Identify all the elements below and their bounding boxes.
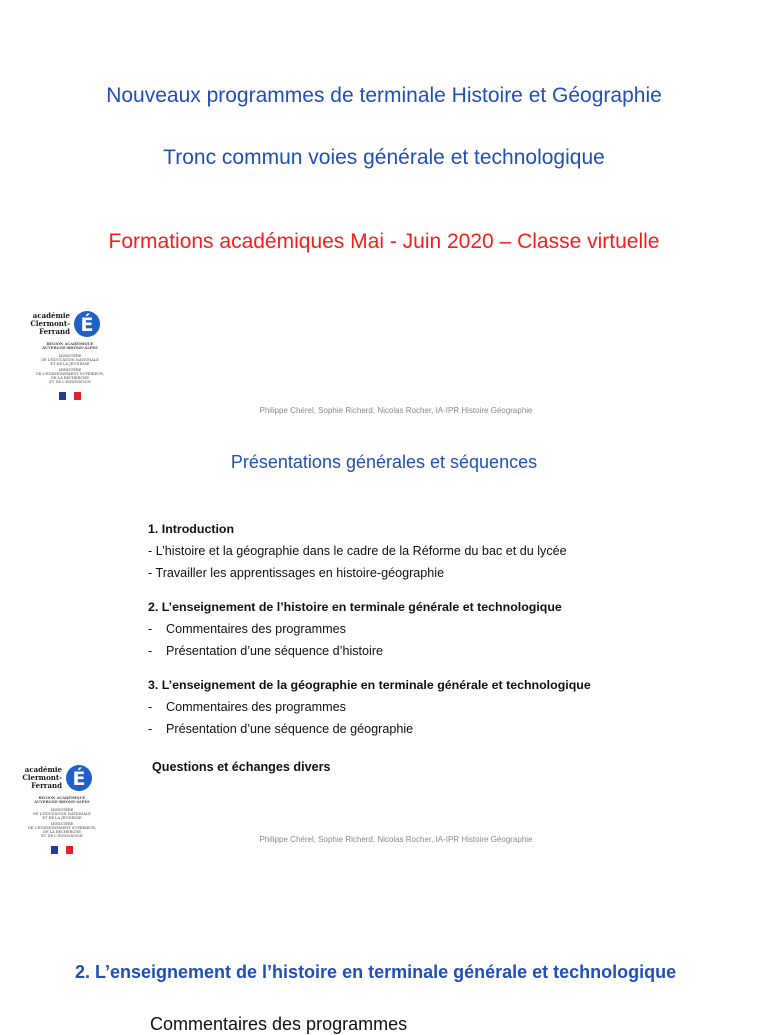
questions-label: Questions et échanges divers bbox=[152, 760, 331, 774]
academy-brand: académie Clermont-Ferrand bbox=[22, 765, 62, 790]
section-title: 2. L’enseignement de l’histoire en terminale générale et technologique bbox=[75, 962, 677, 982]
list-item: - Commentaires des programmes bbox=[148, 700, 346, 714]
outline-list bbox=[148, 518, 748, 778]
title-line-3: Formations académiques Mai - Juin 2020 – Classe virtuelle bbox=[108, 230, 660, 253]
region-label: RÉGION ACADÉMIQUE AUVERGNE-RHÔNE-ALPES bbox=[42, 342, 98, 350]
section-heading: 2. L’enseignement de l’histoire en terminale générale et technologique bbox=[148, 600, 562, 614]
section-heading: 1. Introduction bbox=[148, 522, 235, 536]
svg-text:É: É bbox=[80, 314, 94, 336]
academy-e-icon bbox=[64, 762, 94, 792]
academy-brand: académie Clermont-Ferrand bbox=[30, 311, 70, 336]
academy-e-icon bbox=[72, 308, 102, 338]
title-line-2: Tronc commun voies générale et technologique bbox=[163, 146, 605, 169]
list-item: - Travailler les apprentissages en histoire-géographie bbox=[148, 566, 445, 580]
slide-outline bbox=[0, 432, 768, 864]
ministry-education-label: MINISTÈRE DE L'ÉDUCATION NATIONALE ET DE LA JEUNESSE bbox=[33, 808, 91, 820]
academy-logo bbox=[22, 308, 118, 400]
list-item: - L’histoire et la géographie dans le cadre de la Réforme du bac et du lycée bbox=[148, 544, 567, 558]
region-label: RÉGION ACADÉMIQUE AUVERGNE-RHÔNE-ALPES bbox=[34, 796, 90, 804]
ministry-research-label: MINISTÈRE DE L'ENSEIGNEMENT SUPÉRIEUR, DE LA RECHERCHE ET DE L'INNOVATION bbox=[35, 368, 105, 384]
list-item: - Présentation d’une séquence de géographie bbox=[148, 722, 414, 736]
outline-title: Présentations générales et séquences bbox=[230, 452, 538, 472]
slide-footer: Philippe Chérel, Sophie Richerd, Nicolas Rocher, IA-IPR Histoire Géographie bbox=[259, 835, 533, 844]
french-flag-icon bbox=[59, 392, 81, 400]
french-flag-icon bbox=[51, 846, 73, 854]
slide-footer: Philippe Chérel, Sophie Richerd, Nicolas Rocher, IA-IPR Histoire Géographie bbox=[259, 406, 533, 415]
ministry-education-label: MINISTÈRE DE L'ÉDUCATION NATIONALE ET DE LA JEUNESSE bbox=[41, 354, 99, 366]
slide-history-section bbox=[0, 864, 768, 1034]
ministry-research-label: MINISTÈRE DE L'ENSEIGNEMENT SUPÉRIEUR, DE LA RECHERCHE ET DE L'INNOVATION bbox=[27, 822, 97, 838]
slide-title bbox=[0, 0, 768, 432]
list-item: - Présentation d’une séquence d’histoire bbox=[148, 644, 384, 658]
section-heading: 3. L’enseignement de la géographie en terminale générale et technologique bbox=[148, 678, 591, 692]
title-line-1: Nouveaux programmes de terminale Histoire et Géographie bbox=[106, 84, 662, 107]
cut-off-text: Commentaires des programmes bbox=[150, 1014, 408, 1034]
list-item: - Commentaires des programmes bbox=[148, 622, 346, 636]
svg-text:É: É bbox=[72, 768, 86, 790]
